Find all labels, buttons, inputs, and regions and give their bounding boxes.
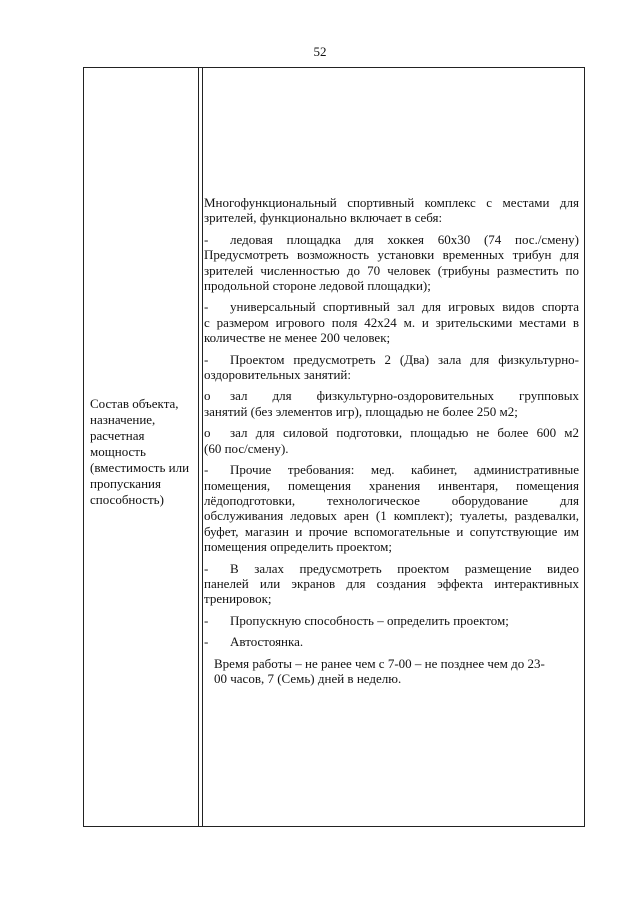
paragraph-line: (60 пос/смену). [204, 440, 289, 456]
paragraph-line-text: универсальный спортивный зал для игровых видов спорта [230, 299, 579, 315]
paragraph-line: помещения, помещения хранения инвентаря, помещения [204, 477, 579, 493]
paragraph-line [204, 388, 579, 403]
bullet-mark: о [204, 425, 211, 441]
left-cell-line: способность) [90, 492, 164, 507]
paragraph-line-text: Проектом предусмотреть 2 (Два) зала для физкультурно- [230, 351, 579, 367]
page-number: 52 [313, 44, 327, 59]
requirements-table [83, 67, 585, 827]
requirement-paragraph [204, 195, 579, 226]
paragraph-line: продольной стороне ледовой площадки); [204, 278, 431, 294]
paragraph-line-text: Прочие требования: мед. кабинет, административные [230, 462, 579, 478]
bullet-mark: - [204, 560, 209, 576]
right-cell-content [204, 195, 579, 686]
paragraph-line-text: зал для физкультурно-оздоровительных групповых [230, 388, 579, 404]
paragraph-line: с размером игрового поля 42х24 м. и зрительскими местами в [204, 314, 579, 330]
paragraph-line: количестве не менее 200 человек; [204, 330, 391, 346]
paragraph-line [204, 232, 579, 247]
working-hours-line: Время работы – не ранее чем с 7-00 – не позднее чем до 23- [214, 655, 545, 671]
working-hours-line: 00 часов, 7 (Семь) дней в неделю. [214, 670, 402, 686]
paragraph-line [204, 462, 579, 477]
bullet-mark: - [204, 634, 209, 650]
working-hours [214, 656, 579, 687]
left-cell-line: пропускания [90, 476, 161, 491]
left-cell-line: расчетная [90, 428, 145, 443]
bullet-mark: - [204, 299, 209, 315]
paragraph-line: тренировок; [204, 591, 272, 607]
paragraph-line: зрителей, функционально включает в себя: [204, 210, 443, 226]
paragraph-line: Многофункциональный спортивный комплекс с местами для [204, 195, 579, 210]
requirement-paragraph [204, 388, 579, 419]
requirement-paragraph [204, 613, 579, 628]
requirement-paragraph [204, 462, 579, 554]
paragraph-line-text: ледовая площадка для хоккея 60х30 (74 пос./смену) [230, 231, 579, 247]
paragraph-line: помещения определить проектом; [204, 539, 393, 555]
left-cell-line: Состав объекта, [90, 396, 179, 411]
paragraph-line: буфет, магазин и прочие вспомогательные и сопутствующие им [204, 523, 579, 539]
bullet-mark: - [204, 231, 209, 247]
requirement-paragraph [204, 634, 579, 649]
paragraph-line: панелей или экранов для создания эффекта интерактивных [204, 575, 579, 591]
paragraph-line: Предусмотреть возможность установки временных трибун для [204, 247, 579, 263]
paragraph-line [204, 352, 579, 367]
paragraph-line [204, 634, 579, 649]
requirement-paragraph [204, 352, 579, 383]
column-divider-inner [202, 68, 203, 826]
left-cell-line: (вместимость или [90, 460, 190, 475]
paragraph-line-text: Пропускную способность – определить проектом; [230, 612, 509, 628]
paragraph-line: обслуживания ледовых арен (1 комплект); туалеты, раздевалки, [204, 508, 579, 524]
paragraph-line-text: Автостоянка. [230, 634, 304, 650]
paragraph-line: оздоровительных занятий: [204, 367, 351, 383]
paragraph-line: лёдоподготовки, технологическое оборудование для [204, 492, 579, 508]
left-cell-label [90, 396, 198, 508]
left-cell-line: мощность [90, 444, 146, 459]
paragraph-line [204, 613, 579, 628]
requirement-paragraph [204, 232, 579, 294]
paragraph-line: зрителей численностью до 70 человек (трибуны разместить по [204, 262, 579, 278]
paragraph-line-text: зал для силовой подготовки, площадью не более 600 м2 [230, 425, 579, 441]
paragraph-line-text: В залах предусмотреть проектом размещение видео [230, 560, 579, 576]
bullet-mark: - [204, 612, 209, 628]
column-divider [198, 68, 199, 826]
requirement-paragraph [204, 425, 579, 456]
paragraph-line: занятий (без элементов игр), площадью не более 250 м2; [204, 403, 518, 419]
paragraph-line [204, 299, 579, 314]
bullet-mark: - [204, 351, 209, 367]
requirement-paragraph [204, 299, 579, 345]
left-cell-line: назначение, [90, 412, 156, 427]
paragraph-line [204, 425, 579, 440]
bullet-mark: о [204, 388, 211, 404]
bullet-mark: - [204, 462, 209, 478]
requirement-paragraph [204, 561, 579, 607]
paragraph-line [204, 561, 579, 576]
